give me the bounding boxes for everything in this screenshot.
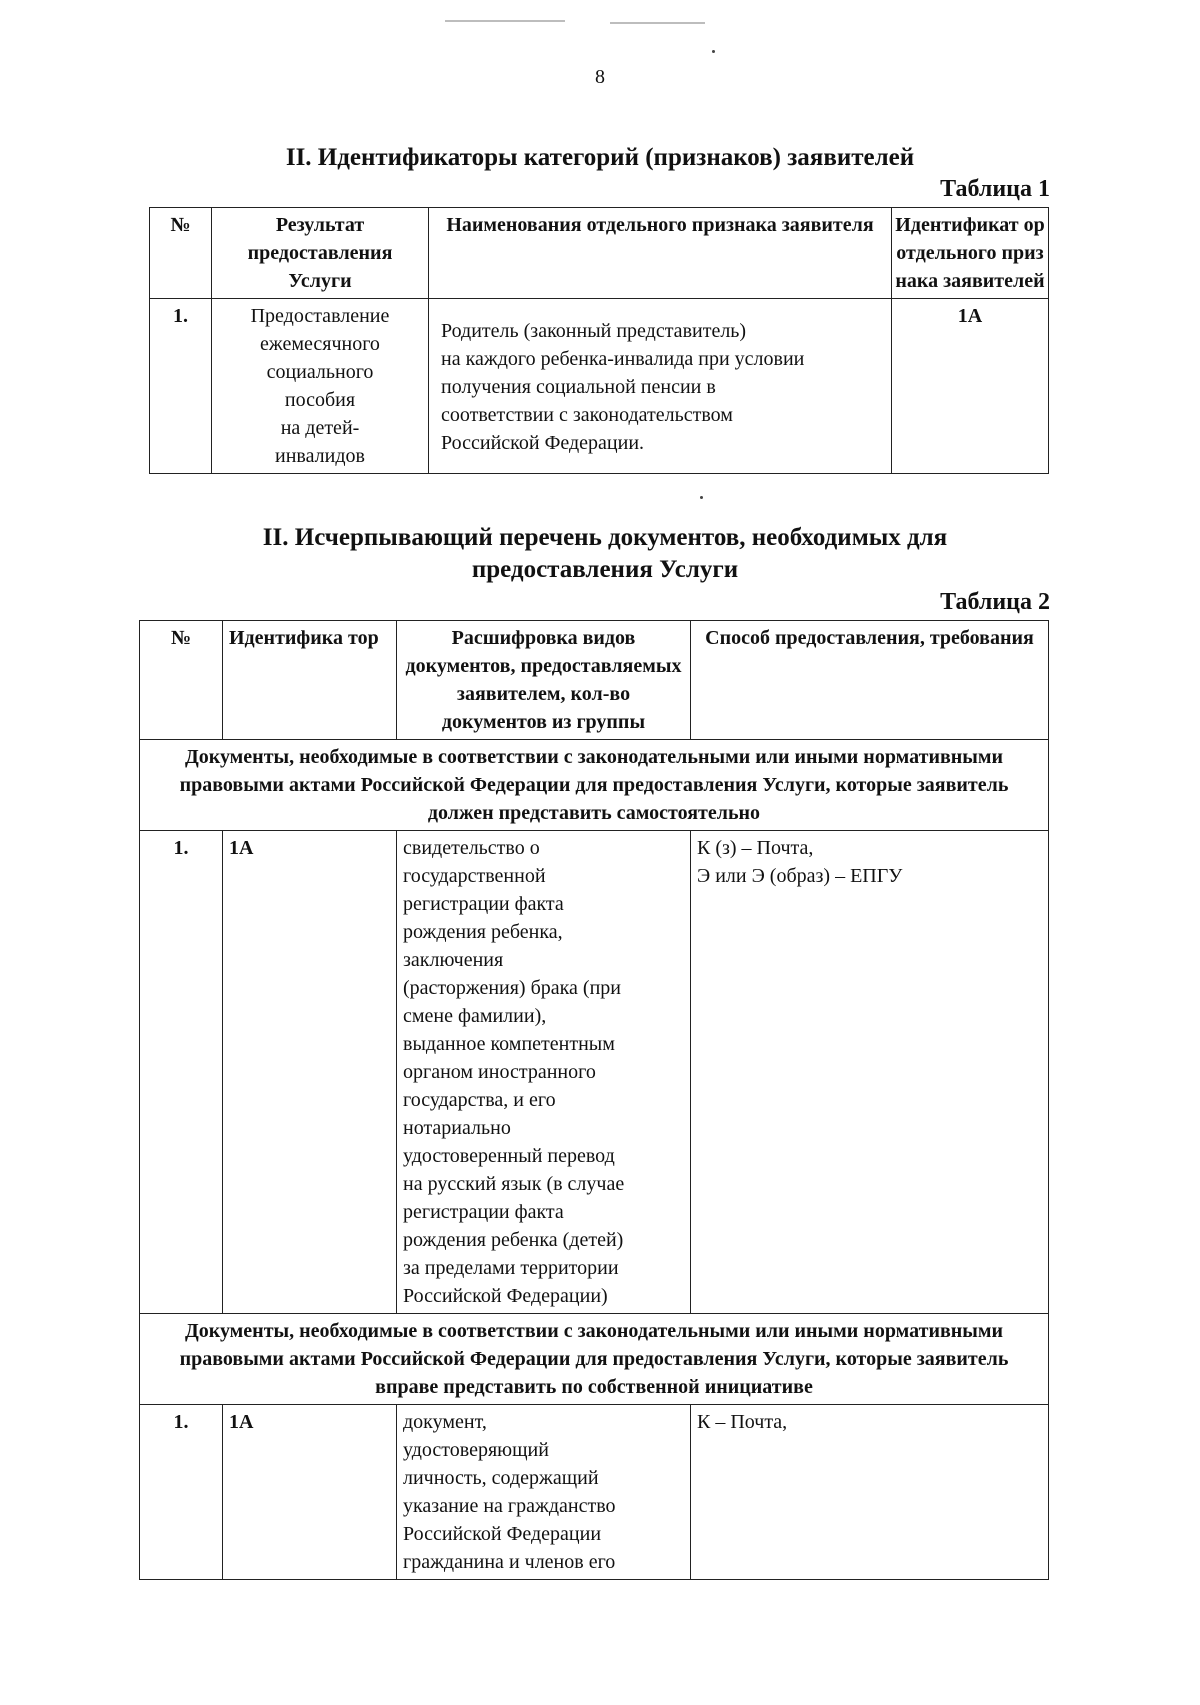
header-number: № — [140, 621, 223, 740]
group-2-text: Документы, необходимые в соответствии с законодательными или иными нормативными правовыми актами Российской Федерации для предоставления Услуги, которые заявитель вправе представить по собственной инициативе — [140, 1314, 1049, 1405]
scan-speck — [700, 496, 703, 499]
row-result: Предоставление ежемесячного социального пособия на детей- инвалидов — [212, 299, 429, 474]
header-feature: Наименования отдельного признака заявителя — [429, 208, 892, 299]
header-result: Результат предоставления Услуги — [212, 208, 429, 299]
header-identifier: Идентификат ор отдельного признака заявителей — [892, 208, 1049, 299]
scan-artifact — [445, 20, 565, 22]
table-row — [140, 831, 1049, 1314]
row-feature: Родитель (законный представитель) на каждого ребенка-инвалида при условии получения социальной пенсии в соответствии с законодательством Российской Федерации. — [429, 299, 892, 474]
scan-artifact — [610, 22, 705, 24]
group-header-mandatory — [140, 740, 1049, 831]
table-row — [140, 1405, 1049, 1580]
group-header-optional — [140, 1314, 1049, 1405]
row-identifier: 1А — [223, 831, 397, 1314]
table-1-header-row — [150, 208, 1049, 299]
row-method: К – Почта, — [691, 1405, 1049, 1580]
row-number: 1. — [140, 1405, 223, 1580]
header-number: № — [150, 208, 212, 299]
group-1-text: Документы, необходимые в соответствии с законодательными или иными нормативными правовыми актами Российской Федерации для предоставления Услуги, которые заявитель должен представить самостоятельно — [140, 740, 1049, 831]
table-2 — [139, 620, 1049, 1580]
header-method: Способ предоставления, требования — [691, 621, 1049, 740]
table-1 — [149, 207, 1049, 474]
section-1-title: II. Идентификаторы категорий (признаков) заявителей — [285, 144, 915, 171]
table-2-caption: Таблица 2 — [940, 589, 1050, 615]
row-method: К (з) – Почта, Э или Э (образ) – ЕПГУ — [691, 831, 1049, 1314]
scan-speck — [712, 50, 715, 53]
section-2-title: II. Исчерпывающий перечень документов, необходимых для предоставления Услуги — [262, 524, 948, 583]
row-identifier: 1А — [223, 1405, 397, 1580]
row-documents: документ, удостоверяющий личность, содержащий указание на гражданство Российской Федерации гражданина и членов его — [397, 1405, 691, 1580]
header-identifier: Идентифика тор — [223, 621, 397, 740]
header-documents: Расшифровка видов документов, предоставляемых заявителем, кол-во документов из группы — [397, 621, 691, 740]
row-identifier: 1А — [892, 299, 1049, 474]
row-number: 1. — [150, 299, 212, 474]
row-number: 1. — [140, 831, 223, 1314]
table-2-header-row — [140, 621, 1049, 740]
table-row — [150, 299, 1049, 474]
table-1-caption: Таблица 1 — [940, 176, 1050, 202]
row-documents: свидетельство о государственной регистрации факта рождения ребенка, заключения (расторжения) брака (при смене фамилии), выданное компетентным органом иностранного государства, и его нотариально удостоверенный перевод на русский язык (в случае регистрации факта рождения ребенка (детей) за пределами территории Российской Федерации) — [397, 831, 691, 1314]
page-number: 8 — [595, 66, 605, 88]
